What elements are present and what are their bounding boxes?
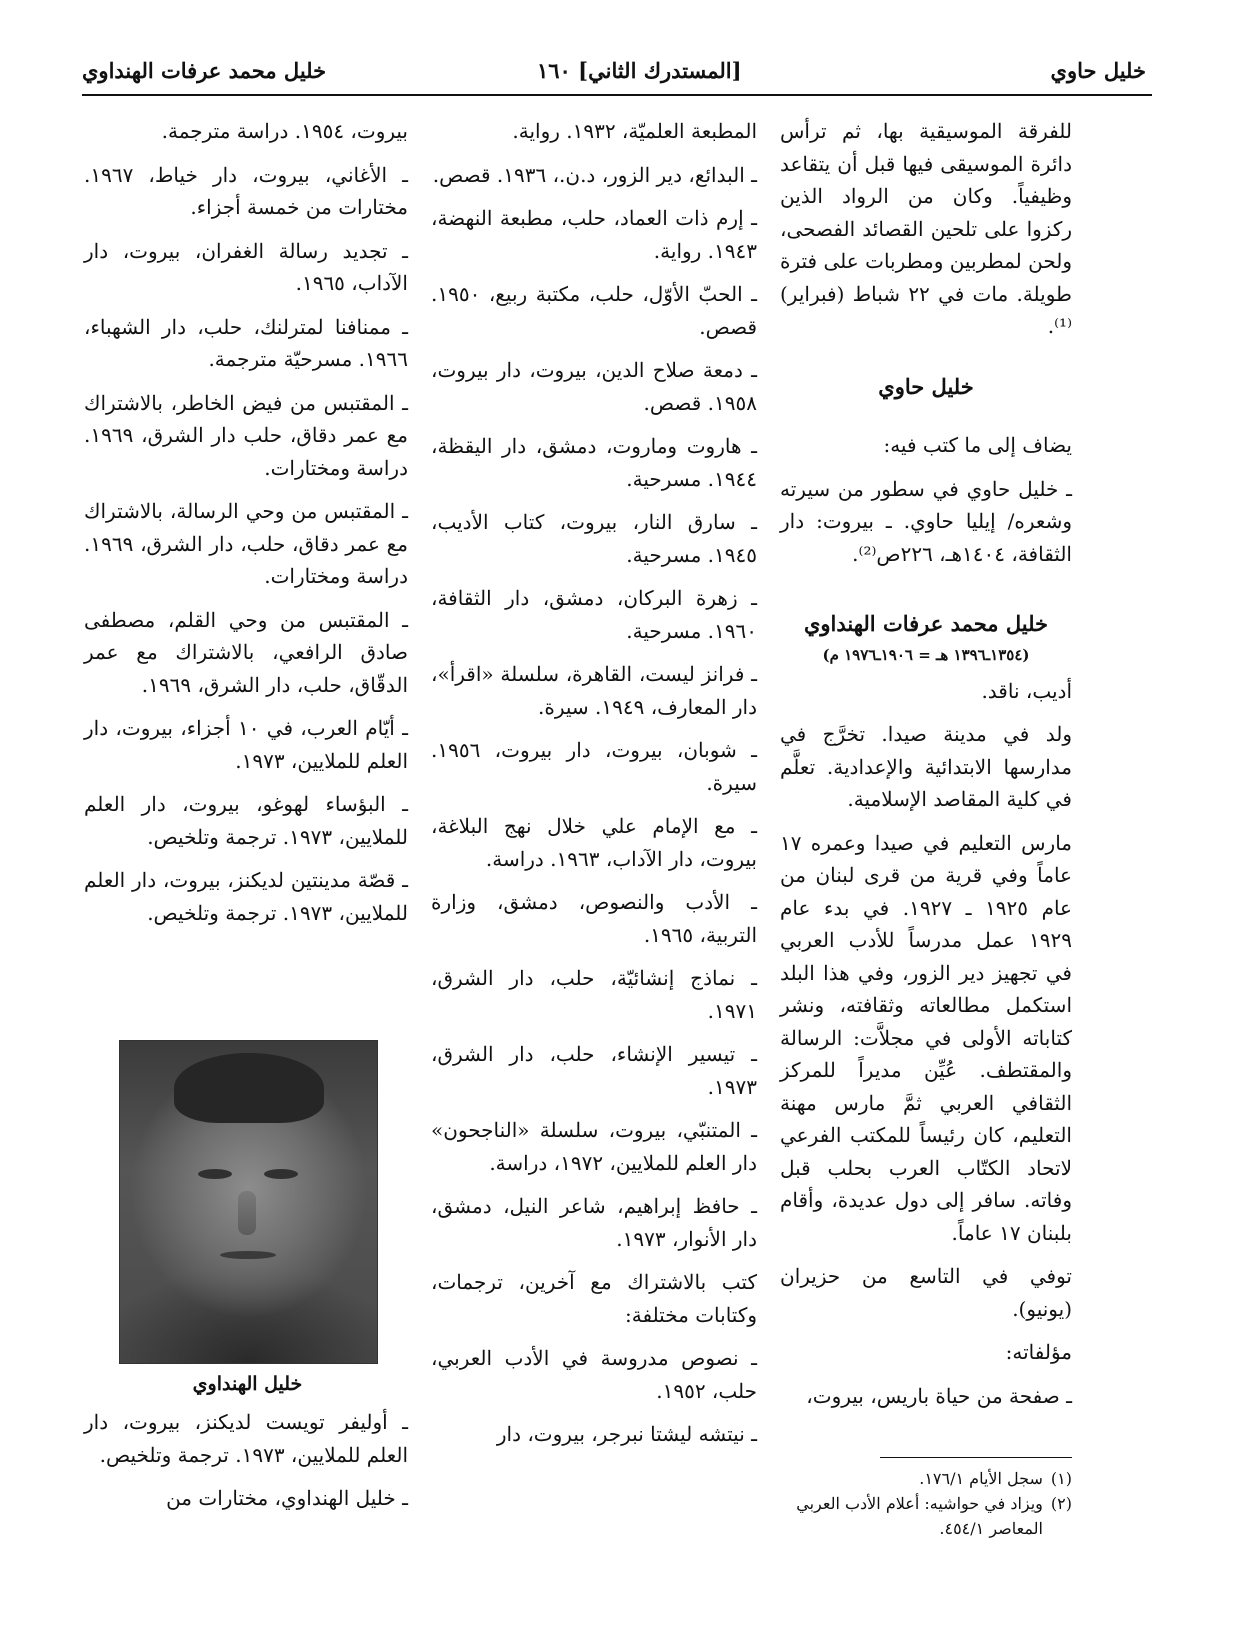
left-column-continued xyxy=(84,1406,408,1526)
list-item: ـ الحبّ الأوّل، حلب، مكتبة ربيع، ١٩٥٠. قصص. xyxy=(431,282,757,339)
list-item: بيروت، ١٩٥٤. دراسة مترجمة. xyxy=(161,119,408,143)
list-item: ـ الأدب والنصوص، دمشق، وزارة التربية، ١٩٦٥. xyxy=(431,890,757,947)
portrait-hair xyxy=(174,1053,324,1123)
list-item: ـ قصّة مدينتين لديكنز، بيروت، دار العلم للملايين، ١٩٧٣. ترجمة وتلخيص. xyxy=(84,868,408,925)
footnote-number: (٢) xyxy=(1050,1494,1072,1513)
list-item: ـ زهرة البركان، دمشق، دار الثقافة، ١٩٦٠. مسرحية. xyxy=(431,586,757,643)
header-left-title: خليل محمد عرفات الهنداوي xyxy=(82,58,327,83)
right-column xyxy=(780,115,1072,1423)
list-item: ـ المتنبّي، بيروت، سلسلة «الناجحون» دار العلم للملايين، ١٩٧٢، دراسة. xyxy=(431,1118,757,1175)
list-item: كتب بالاشتراك مع آخرين، ترجمات، وكتابات مختلفة: xyxy=(431,1270,757,1327)
middle-column xyxy=(431,115,757,1462)
list-item: ـ نيتشه ليشتا نبرجر، بيروت، دار xyxy=(496,1422,757,1446)
list-item: ـ البؤساء لهوغو، بيروت، دار العلم للملايين، ١٩٧٣. ترجمة وتلخيص. xyxy=(84,792,408,849)
portrait-photo xyxy=(119,1040,378,1364)
footnote xyxy=(780,1466,1072,1491)
footnotes xyxy=(780,1466,1072,1541)
list-item: ـ المقتبس من فيض الخاطر، بالاشتراك مع عمر دقاق، حلب دار الشرق، ١٩٦٩. دراسة ومختارات. xyxy=(84,390,408,480)
list-item: ـ المقتبس من وحي القلم، مصطفى صادق الرافعي، بالاشتراك مع عمر الدقّاق، حلب، دار الشرق، ١٩٦٩. xyxy=(84,607,408,697)
section-dates: (١٣٥٤ـ١٣٩٦ هـ = ١٩٠٦ـ١٩٧٦ م) xyxy=(822,645,1030,664)
list-item: ـ أوليفر تويست لديكنز، بيروت، دار العلم للملايين، ١٩٧٣. ترجمة وتلخيص. xyxy=(84,1410,408,1467)
section-title-khalil-hawi: خليل حاوي xyxy=(878,373,974,399)
portrait-eye xyxy=(264,1169,298,1179)
list-item: ـ سارق النار، بيروت، كتاب الأديب، ١٩٤٥. مسرحية. xyxy=(431,510,757,567)
paragraph: مارس التعليم في صيدا وعمره ١٧ عاماً وفي قرية من قرى لبنان من عام ١٩٢٥ ـ ١٩٢٧. في بدء عام ١٩٢٩ عمل مدرساً للأدب العربي في تجهيز دير الزور، وفي هذا البلد استكمل مطالعاته وثقافته، ونشر كتاباته الأولى في مجلاَّت: الرسالة والمقتطف. عُيِّن مديراً للمركز الثقافي العربي ثمَّ مارس مهنة التعليم، كان رئيساً للمكتب الفرعي لاتحاد الكتّاب العرب بحلب قبل وفاته. سافر إلى دول عديدة، وأقام بلبنان ١٧ عاماً. xyxy=(780,830,1072,1245)
list-item: ـ إرم ذات العماد، حلب، مطبعة النهضة، ١٩٤٣. رواية. xyxy=(431,206,757,263)
paragraph: ـ صفحة من حياة باريس، بيروت، xyxy=(806,1383,1072,1408)
paragraph: ولد في مدينة صيدا. تخرَّج في مدارسها الابتدائية والإعدادية. تعلَّم في كلية المقاصد الإسلامية. xyxy=(780,722,1072,811)
footnote-divider xyxy=(880,1457,1072,1458)
paragraph: يضاف إلى ما كتب فيه: xyxy=(883,433,1072,457)
portrait-eye xyxy=(198,1169,232,1179)
header-page-number: [المستدرك الثاني] ١٦٠ xyxy=(537,58,742,83)
list-item: ـ نماذج إنشائيّة، حلب، دار الشرق، ١٩٧١. xyxy=(431,966,757,1023)
list-item: ـ خليل الهنداوي، مختارات من xyxy=(166,1486,408,1510)
list-item: ـ هاروت وماروت، دمشق، دار اليقظة، ١٩٤٤. مسرحية. xyxy=(431,434,757,491)
paragraph: توفي في التاسع من حزيران (يونيو). xyxy=(780,1264,1072,1321)
paragraph: مؤلفاته: xyxy=(1005,1340,1072,1364)
list-item: ـ شوبان، بيروت، دار بيروت، ١٩٥٦. سيرة. xyxy=(431,738,757,795)
list-item: ـ نصوص مدروسة في الأدب العربي، حلب، ١٩٥٢. xyxy=(431,1346,757,1403)
list-item: ـ أيّام العرب، في ١٠ أجزاء، بيروت، دار العلم للملايين، ١٩٧٣. xyxy=(84,716,408,773)
list-item: ـ الأغاني، بيروت، دار خياط، ١٩٦٧. مختارات من خمسة أجزاء. xyxy=(84,162,408,219)
footnote-number: (١) xyxy=(1050,1469,1072,1488)
left-column xyxy=(84,115,408,940)
portrait-nose xyxy=(238,1191,256,1235)
list-item: ـ البدائع، دير الزور، د.ن.، ١٩٣٦. قصص. xyxy=(432,162,757,187)
list-item: ـ دمعة صلاح الدين، بيروت، دار بيروت، ١٩٥٨. قصص. xyxy=(431,358,757,415)
header-right-title: خليل حاوي xyxy=(1050,58,1146,83)
paragraph: للفرقة الموسيقية بها، ثم ترأس دائرة الموسيقى فيها قبل أن يتقاعد وظيفياً. وكان من الرواد الذين ركزوا على تلحين القصائد الفصحى، ولحن لمطربين ومطربات على فترة طويلة. مات في ٢٢ شباط (فبراير)⁽¹⁾. xyxy=(780,119,1072,338)
list-item: ـ المقتبس من وحي الرسالة، بالاشتراك مع عمر دقاق، حلب، دار الشرق، ١٩٦٩. دراسة ومختارات. xyxy=(84,499,408,588)
paragraph: أديب، ناقد. xyxy=(981,678,1072,703)
list-item: ـ تيسير الإنشاء، حلب، دار الشرق، ١٩٧٣. xyxy=(431,1042,757,1099)
footnote-text: سجل الأيام ١٧٦/١. xyxy=(919,1469,1043,1488)
section-title-hindawi: خليل محمد عرفات الهنداوي xyxy=(803,611,1049,636)
list-item: ـ ممنافنا لمترلنك، حلب، دار الشهباء، ١٩٦٦. مسرحيّة مترجمة. xyxy=(84,314,408,371)
list-item: ـ فرانز ليست، القاهرة، سلسلة «اقرأ»، دار المعارف، ١٩٤٩. سيرة. xyxy=(431,662,757,719)
list-item: المطبعة العلميّة، ١٩٣٢. رواية. xyxy=(512,119,757,143)
page-header xyxy=(82,52,1152,96)
list-item: ـ تجديد رسالة الغفران، بيروت، دار الآداب، ١٩٦٥. xyxy=(84,238,408,295)
list-item: ـ مع الإمام علي خلال نهج البلاغة، بيروت، دار الآداب، ١٩٦٣. دراسة. xyxy=(431,814,757,871)
paragraph: ـ خليل حاوي في سطور من سيرته وشعره/ إيليا حاوي. ـ بيروت: دار الثقافة، ١٤٠٤هـ، ٢٢٦ص⁽²⁾. xyxy=(780,476,1072,566)
list-item: ـ حافظ إبراهيم، شاعر النيل، دمشق، دار الأنوار، ١٩٧٣. xyxy=(431,1194,757,1251)
footnote-text: ويزاد في حواشيه: أعلام الأدب العربي المعاصر ٤٥٤/١. xyxy=(796,1494,1043,1538)
portrait-mouth xyxy=(220,1251,276,1259)
photo-caption: خليل الهنداوي xyxy=(192,1373,303,1395)
footnote xyxy=(780,1491,1072,1541)
